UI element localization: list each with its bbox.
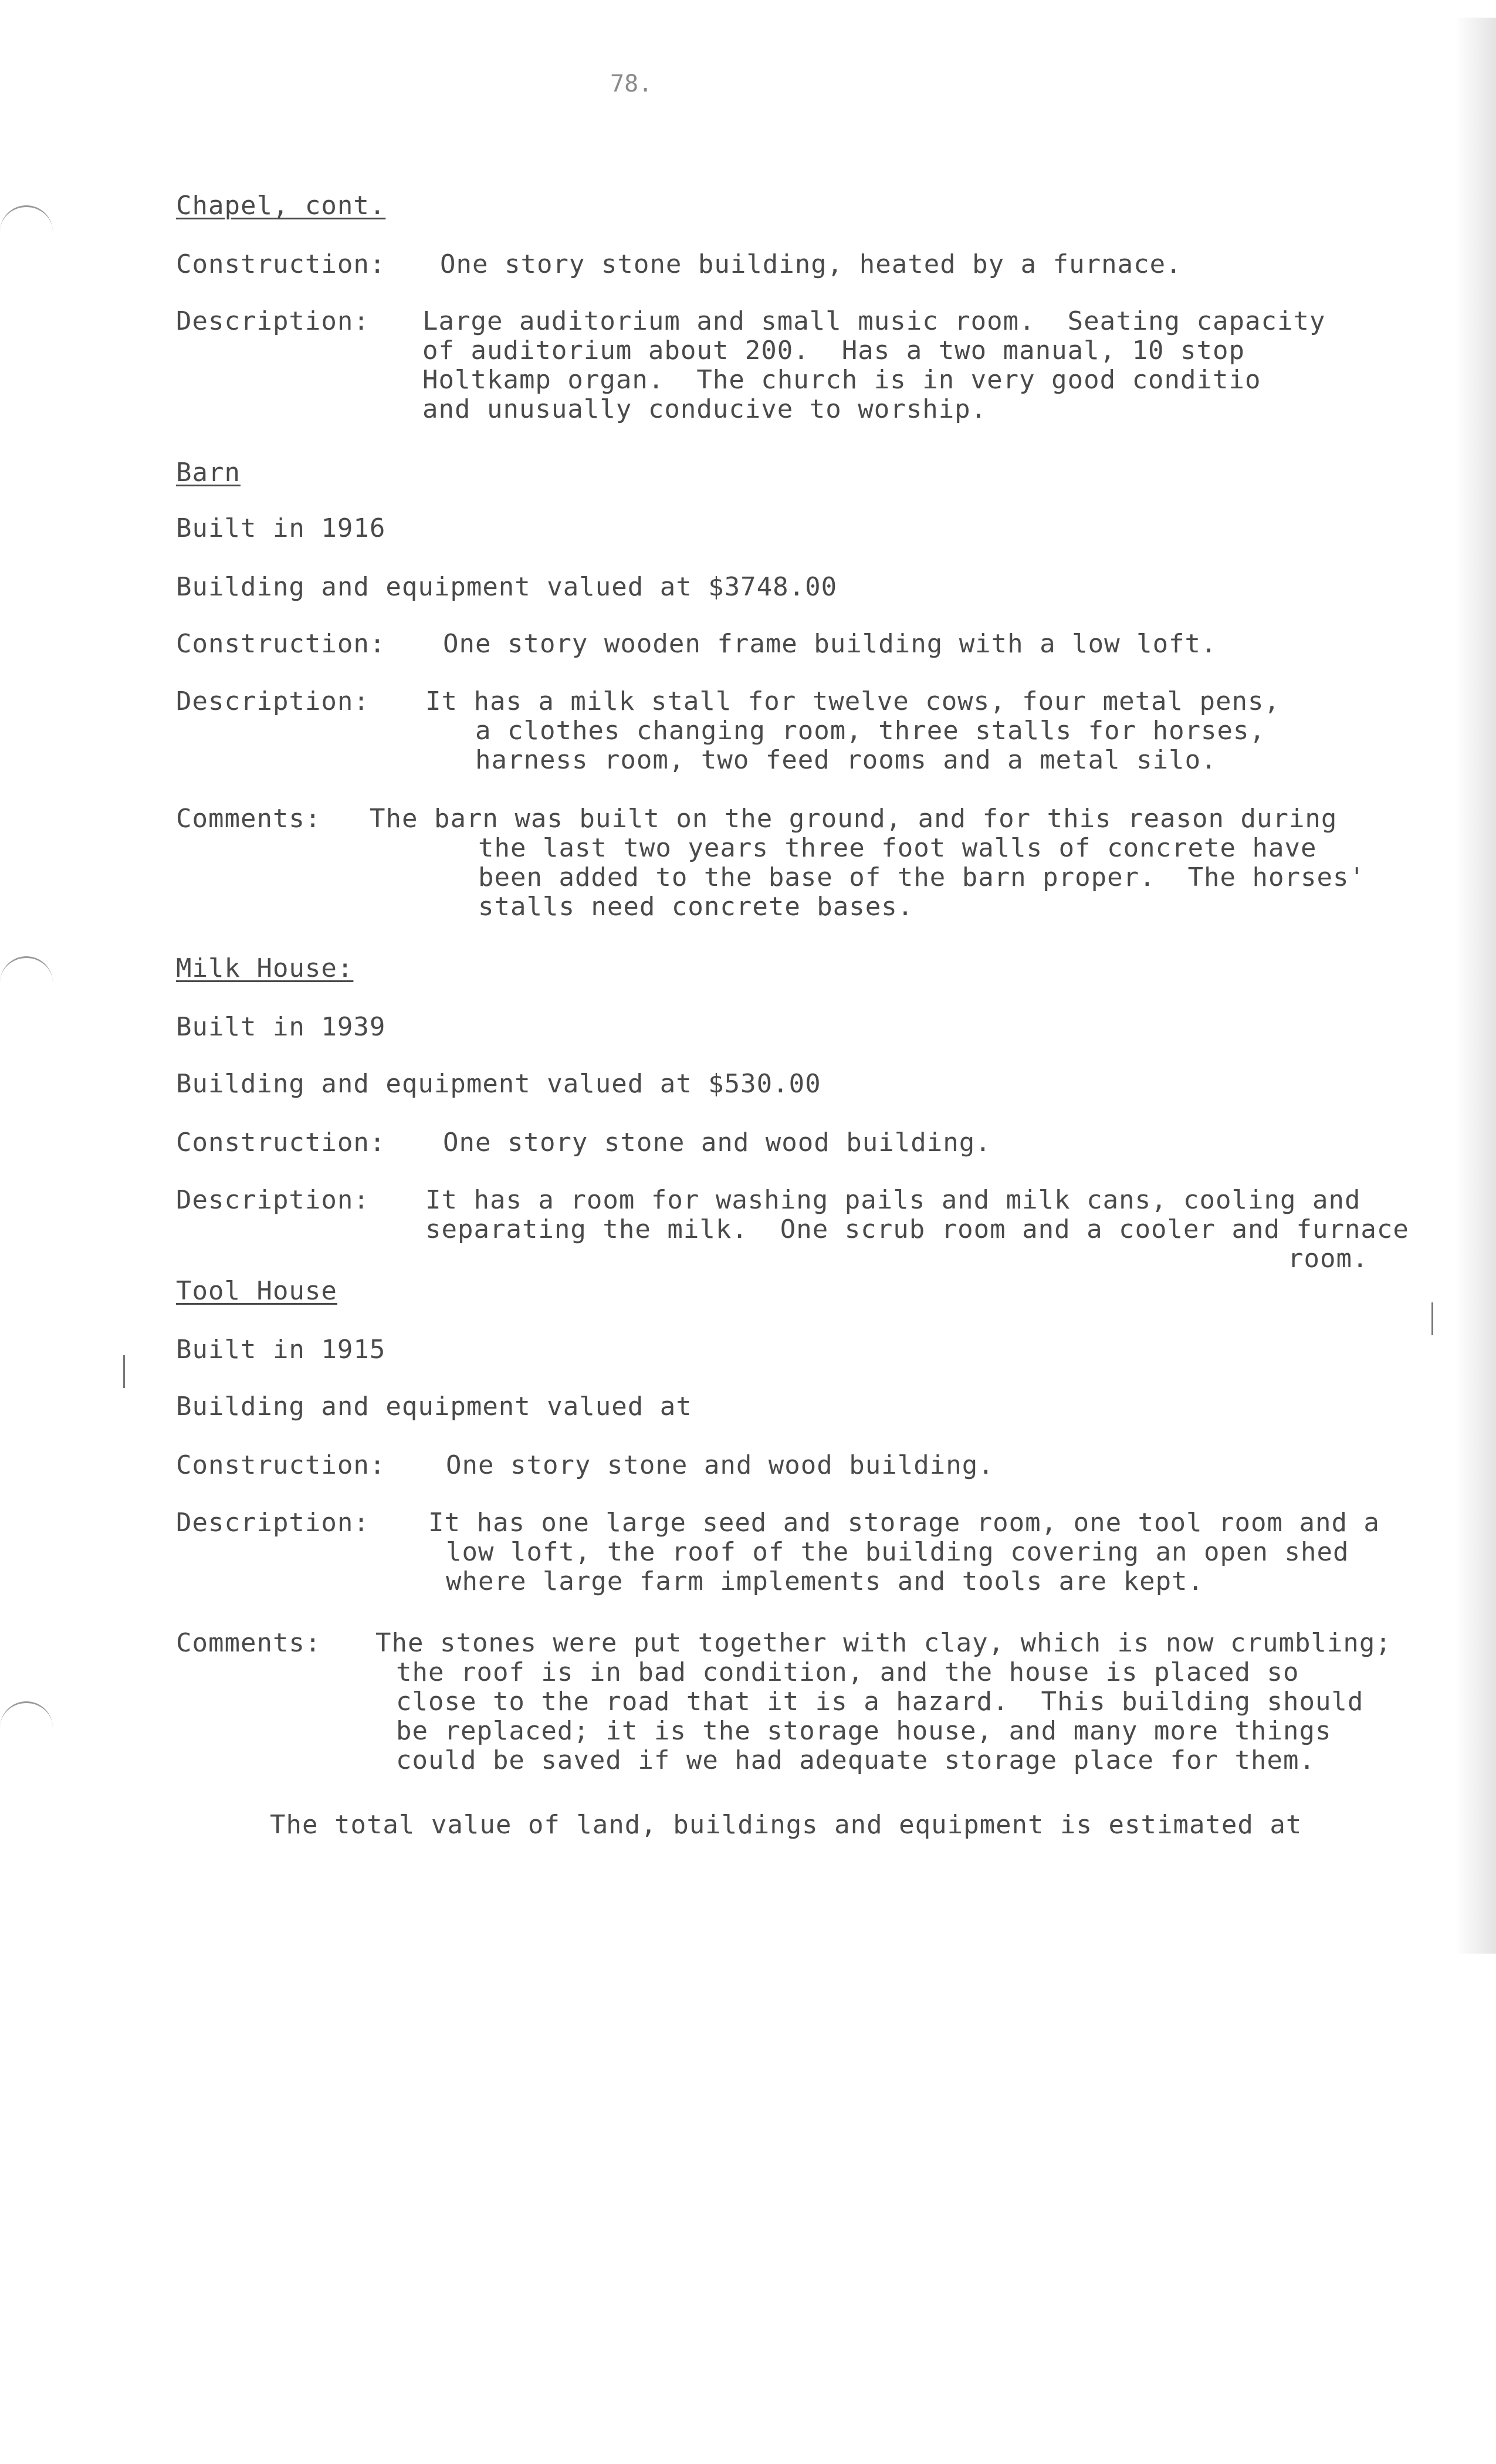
milk-house-description-line: It has a room for washing pails and milk cans, cooling and bbox=[425, 1185, 1361, 1215]
tool-house-comments-line: be replaced; it is the storage house, and many more things bbox=[396, 1716, 1332, 1746]
tool-house-description-line: where large farm implements and tools are kept. bbox=[446, 1566, 1204, 1596]
milk-house-description-line: room. bbox=[1288, 1244, 1369, 1274]
tool-house-heading: Tool House bbox=[176, 1276, 337, 1306]
milk-house-valued: Building and equipment valued at $530.00 bbox=[176, 1069, 821, 1099]
barn-comments-label: Comments: bbox=[176, 804, 321, 834]
milk-house-construction-text: One story stone and wood building. bbox=[443, 1128, 991, 1157]
page-edge-shadow bbox=[1455, 18, 1496, 1954]
tool-house-description-label: Description: bbox=[176, 1508, 370, 1538]
tool-house-comments-label: Comments: bbox=[176, 1628, 321, 1658]
tool-house-valued: Building and equipment valued at bbox=[176, 1392, 692, 1421]
chapel-description-label: Description: bbox=[176, 306, 370, 336]
chapel-construction-text: One story stone building, heated by a furnace. bbox=[440, 249, 1182, 279]
barn-description-line: harness room, two feed rooms and a metal silo. bbox=[475, 745, 1217, 775]
barn-comments-line: been added to the base of the barn proper. The horses' bbox=[478, 862, 1365, 892]
chapel-description-line: and unusually conducive to worship. bbox=[422, 394, 987, 424]
margin-mark bbox=[123, 1355, 125, 1388]
chapel-description-line: Large auditorium and small music room. Seating capacity bbox=[422, 306, 1326, 336]
tool-house-comments-line: close to the road that it is a hazard. This building should bbox=[396, 1687, 1364, 1717]
tool-house-construction-text: One story stone and wood building. bbox=[446, 1450, 994, 1480]
chapel-heading: Chapel, cont. bbox=[176, 191, 386, 221]
chapel-construction-label: Construction: bbox=[176, 249, 386, 279]
barn-description-line: It has a milk stall for twelve cows, four metal pens, bbox=[425, 686, 1280, 716]
tool-house-comments-line: The stones were put together with clay, which is now crumbling; bbox=[375, 1628, 1392, 1658]
closing-sentence: The total value of land, buildings and equipment is estimated at bbox=[270, 1810, 1302, 1840]
chapel-description-line: of auditorium about 200. Has a two manual, 10 stop bbox=[422, 336, 1245, 365]
tool-house-comments-line: could be saved if we had adequate storage place for them. bbox=[396, 1745, 1315, 1775]
barn-valued: Building and equipment valued at $3748.00 bbox=[176, 572, 838, 602]
punch-hole-mark bbox=[0, 956, 53, 993]
barn-description-line: a clothes changing room, three stalls for horses, bbox=[475, 716, 1266, 746]
punch-hole-mark bbox=[0, 1701, 53, 1738]
milk-house-construction-label: Construction: bbox=[176, 1128, 386, 1157]
milk-house-heading: Milk House: bbox=[176, 953, 354, 983]
milk-house-description-label: Description: bbox=[176, 1185, 370, 1215]
tool-house-construction-label: Construction: bbox=[176, 1450, 386, 1480]
tool-house-description-line: It has one large seed and storage room, one tool room and a bbox=[428, 1508, 1380, 1538]
tool-house-built: Built in 1915 bbox=[176, 1335, 386, 1365]
barn-heading: Barn bbox=[176, 458, 241, 488]
chapel-description-line: Holtkamp organ. The church is in very good conditio bbox=[422, 365, 1261, 395]
barn-construction-text: One story wooden frame building with a low loft. bbox=[443, 629, 1217, 659]
barn-built: Built in 1916 bbox=[176, 513, 386, 543]
barn-comments-line: stalls need concrete bases. bbox=[478, 892, 914, 922]
barn-description-label: Description: bbox=[176, 686, 370, 716]
milk-house-description-line: separating the milk. One scrub room and a cooler and furnace bbox=[425, 1214, 1409, 1244]
barn-comments-line: The barn was built on the ground, and for this reason during bbox=[370, 804, 1338, 834]
margin-mark bbox=[1431, 1302, 1433, 1335]
milk-house-built: Built in 1939 bbox=[176, 1012, 386, 1042]
barn-comments-line: the last two years three foot walls of concrete have bbox=[478, 833, 1317, 863]
barn-construction-label: Construction: bbox=[176, 629, 386, 659]
tool-house-description-line: low loft, the roof of the building covering an open shed bbox=[446, 1537, 1349, 1567]
page-number: 78. bbox=[610, 70, 653, 97]
tool-house-comments-line: the roof is in bad condition, and the house is placed so bbox=[396, 1657, 1299, 1687]
punch-hole-mark bbox=[0, 205, 53, 242]
